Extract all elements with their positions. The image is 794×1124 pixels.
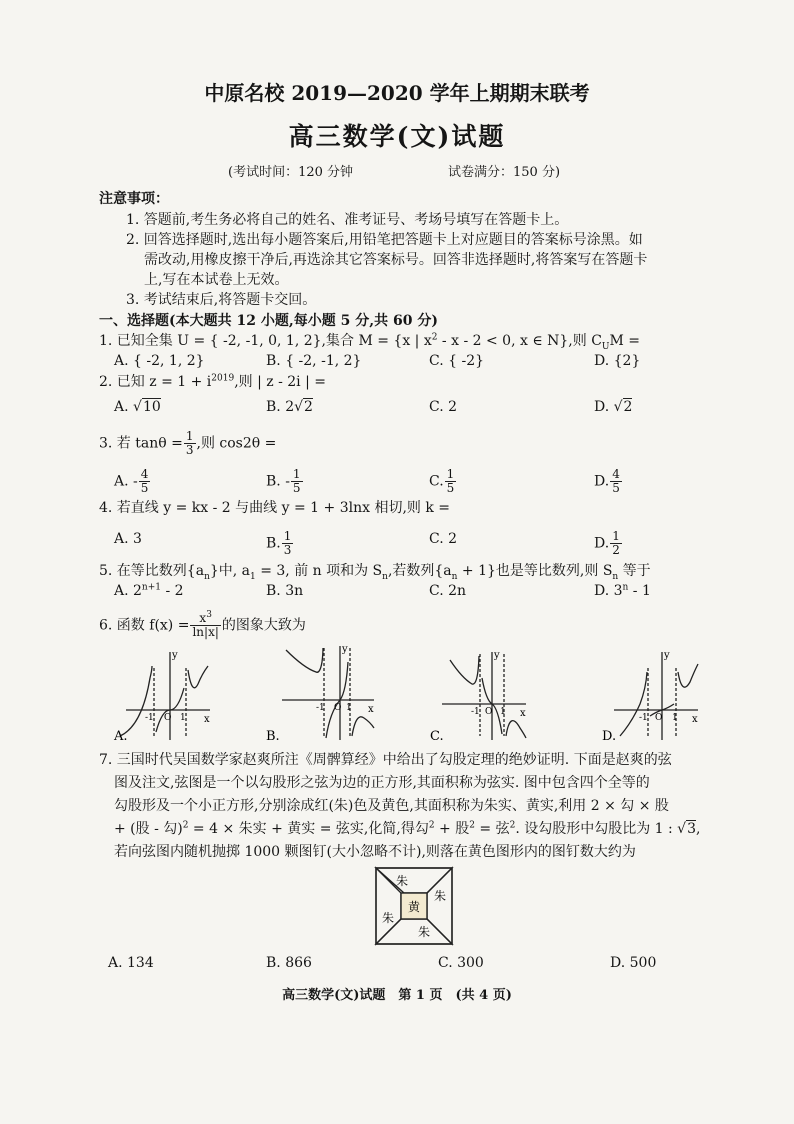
graph-a-pos-tick: 1 xyxy=(180,713,186,723)
q7-option-d: D. 500 xyxy=(610,955,657,971)
diagram-red-label-bottom: 朱 xyxy=(418,925,431,939)
graph-c-letter: C. xyxy=(430,729,444,742)
q6-stem: 6. 函数 f(x) = $\frac{x^3}{\ln|x|}$ 的图象大致为 xyxy=(99,610,306,639)
q4-stem: 4. 若直线 y = kx - 2 与曲线 y = 1 + 3lnx 相切,则 k = xyxy=(99,500,451,516)
q1-option-a: A. { -2, 1, 2} xyxy=(114,353,205,369)
q5-option-b: B. 3n xyxy=(266,583,304,599)
q3-option-d: D. $\frac{4}{5}$ xyxy=(594,467,620,495)
q3-option-a: A. - $\frac{4}{5}$ xyxy=(114,467,149,495)
q3-option-b: B. - $\frac{1}{5}$ xyxy=(266,467,301,495)
q7-option-b: B. 866 xyxy=(266,955,312,971)
q6-graph-b xyxy=(264,642,376,742)
q3-option-c: C. $\frac{1}{5}$ xyxy=(429,467,455,495)
graph-d-letter: D. xyxy=(602,729,617,742)
note-1: 1. 答题前,考生务必将自己的姓名、准考证号、考场号填写在答题卡上。 xyxy=(126,212,569,228)
q5-option-d: D. 3$^n$ - 1 xyxy=(594,582,651,599)
graph-b-y-label: y xyxy=(342,644,348,655)
q1-option-c: C. { -2} xyxy=(429,353,485,369)
section-title: 一、选择题(本大题共 12 小题,每小题 5 分,共 60 分) xyxy=(99,313,438,329)
q7-line-3: 勾股形及一个小正方形,分别涂成红(朱)色及黄色,其面积称为朱实、黄实,利用 2 × 勾 × 股 xyxy=(114,798,669,814)
q6-graph-d xyxy=(600,648,700,742)
graph-c-pos-tick: 1 xyxy=(500,707,506,717)
graph-b-letter: B. xyxy=(266,729,280,742)
q4-option-c: C. 2 xyxy=(429,531,458,547)
graph-d-y-label: y xyxy=(664,650,670,661)
q7-line-4: + (股 - 勾)$^2$ = 4 × 朱实 + 黄实 = 弦实,化简,得勾$^2$ + 股$^2$ = 弦$^2$. 设勾股形中勾股比为 1 : √3, xyxy=(114,820,701,837)
graph-a-x-label: x xyxy=(204,714,210,725)
graph-a-letter: A. xyxy=(114,729,128,742)
graph-c-x-label: x xyxy=(520,708,526,719)
q7-line-2: 图及注文,弦图是一个以勾股形之弦为边的正方形,其面积称为弦实. 图中包含四个全等的 xyxy=(114,775,650,791)
q1-option-b: B. { -2, -1, 2} xyxy=(266,353,362,369)
graph-d-origin: O xyxy=(655,713,663,723)
diagram-red-label-right: 朱 xyxy=(434,889,447,903)
note-2-line-2: 需改动,用橡皮擦干净后,再选涂其它答案标号。回答非选择题时,将答案写在答题卡 xyxy=(144,252,648,268)
q2-option-d: D. √2 xyxy=(594,399,633,415)
diagram-yellow-label: 黄 xyxy=(408,900,421,914)
q7-line-1: 7. 三国时代吴国数学家赵爽所注《周髀算经》中给出了勾股定理的绝妙证明. 下面是赵爽的弦 xyxy=(99,752,672,768)
q1-option-d: D. {2} xyxy=(594,353,641,369)
q4-option-b: B. $\frac{1}{3}$ xyxy=(266,529,292,557)
graph-c-y-label: y xyxy=(494,650,500,661)
graph-b-origin: O xyxy=(334,703,342,713)
exam-time: (考试时间：120 分钟 xyxy=(228,165,354,180)
q1-stem: 1. 已知全集 U = { -2, -1, 0, 1, 2},集合 M = {x | $x^2 - x - 2 < 0$, x ∈ N},则 $C_UM$ = xyxy=(99,332,641,352)
graph-a-neg-tick: -1 xyxy=(145,713,154,723)
q5-option-c: C. 2n xyxy=(429,583,467,599)
q7-option-a: A. 134 xyxy=(108,955,154,971)
q7-line-5: 若向弦图内随机抛掷 1000 颗图钉(大小忽略不计),则落在黄色图形内的图钉数大约为 xyxy=(114,844,636,860)
q2-stem: 2. 已知 $z = 1 + i^{2019}$,则 | z - 2i | = xyxy=(99,373,326,390)
subject-title: 高三数学(文)试题 xyxy=(288,122,506,151)
q2-option-b: B. 2√2 xyxy=(266,399,313,415)
graph-d-x-label: x xyxy=(692,714,698,725)
diagram-red-label-left: 朱 xyxy=(382,911,395,925)
graph-b-pos-tick: 1 xyxy=(346,703,352,713)
hypotenuse-diagram xyxy=(374,866,454,946)
q4-option-d: D. $\frac{1}{2}$ xyxy=(594,529,620,557)
q2-option-a: A. √10 xyxy=(114,399,161,415)
graph-d-neg-tick: -1 xyxy=(639,713,648,723)
note-3: 3. 考试结束后,将答题卡交回。 xyxy=(126,292,317,308)
page-footer: 高三数学(文)试题 第 1 页 (共 4 页) xyxy=(282,988,512,1003)
q5-option-a: A. $2^{n+1} - 2$ xyxy=(114,582,184,599)
graph-c-neg-tick: -1 xyxy=(471,707,480,717)
note-2-line-1: 2. 回答选择题时,选出每小题答案后,用铅笔把答题卡上对应题目的答案标号涂黑。如 xyxy=(126,232,643,248)
diagram-red-label-top: 朱 xyxy=(396,874,409,888)
graph-d-pos-tick: 1 xyxy=(672,713,678,723)
q3-stem: 3. 若 tanθ = $\frac{1}{3}$ ,则 cos2θ = xyxy=(99,429,277,457)
notes-title: 注意事项： xyxy=(99,191,169,207)
q2-option-c: C. 2 xyxy=(429,399,458,415)
graph-a-y-label: y xyxy=(172,650,178,661)
graph-c-origin: O xyxy=(485,707,493,717)
graph-b-neg-tick: -1 xyxy=(316,703,325,713)
q6-graph-a xyxy=(112,648,212,742)
note-2-line-3: 上,写在本试卷上无效。 xyxy=(144,272,289,288)
q5-stem: 5. 在等比数列$\{a_n\}$中, $a_1 = 3$, 前 n 项和为 $S_n$,若数列$\{a_n + 1\}$也是等比数列,则 $S_n$ 等于 xyxy=(99,563,651,582)
full-score: 试卷满分：150 分) xyxy=(448,165,561,180)
graph-b-x-label: x xyxy=(368,704,374,715)
q4-option-a: A. 3 xyxy=(114,531,142,547)
q6-graph-c xyxy=(428,648,528,742)
exam-name: 中原名校 2019—2020 学年上期期末联考 xyxy=(204,81,590,105)
q7-option-c: C. 300 xyxy=(438,955,484,971)
graph-a-origin: O xyxy=(164,713,172,723)
